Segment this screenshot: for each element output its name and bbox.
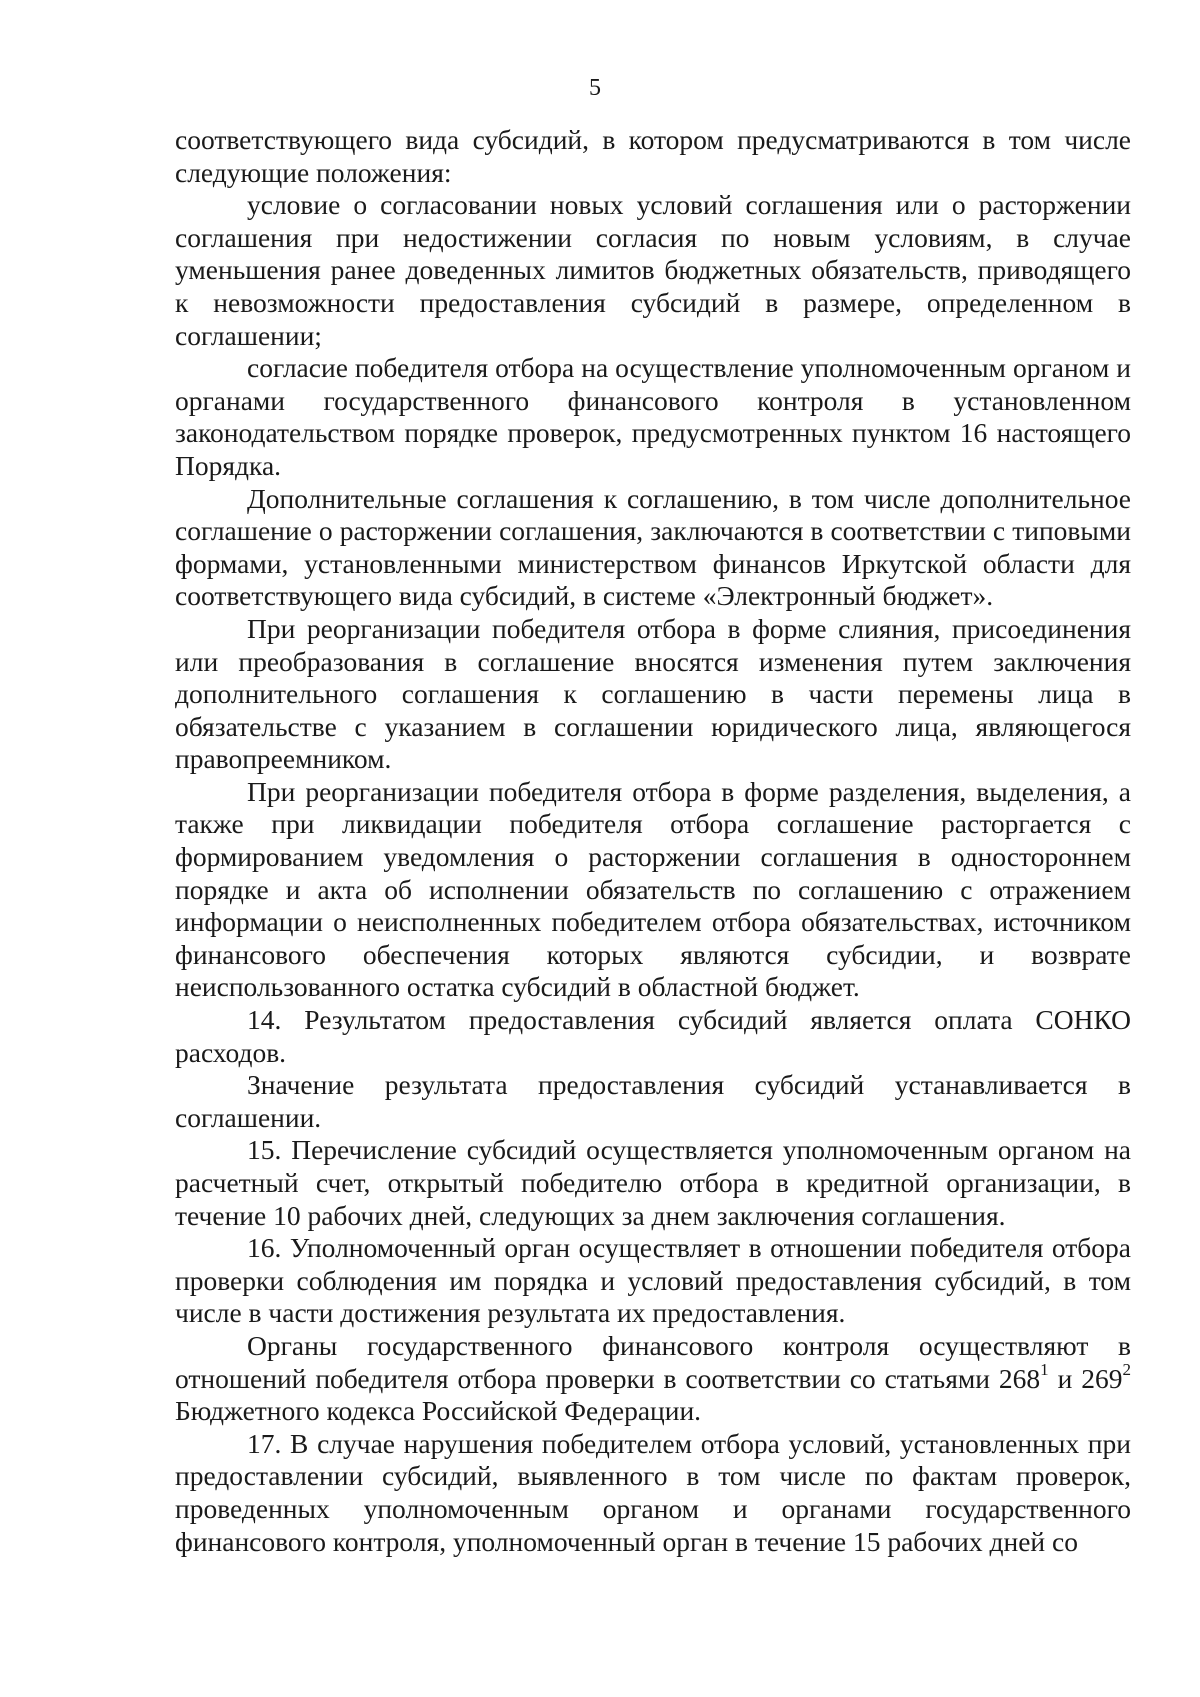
article-superscript: 1: [1040, 1359, 1049, 1379]
paragraph-text: Бюджетного кодекса Российской Федерации.: [175, 1395, 702, 1427]
article-superscript: 2: [1122, 1359, 1131, 1379]
paragraph: согласие победителя отбора на осуществление уполномоченным органом и органами государственного финансового контроля в установленном законодательством порядке проверок, предусмотренных пунктом 16 настоящего Порядка.: [175, 352, 1131, 481]
paragraph: 17. В случае нарушения победителем отбора условий, установленных при предоставлении субсидий, выявленного в том числе по фактам проверок, проведенных уполномоченным органом и органами государственного финансового контроля, уполномоченный орган в течение 15 рабочих дней со: [175, 1427, 1131, 1557]
paragraph: При реорганизации победителя отбора в форме слияния, присоединения или преобразования в соглашение вносятся изменения путем заключения дополнительного соглашения к соглашению в части перемены лица в обязательстве с указанием в соглашении юридического лица, являющегося правопреемником.: [175, 612, 1131, 775]
paragraph: 16. Уполномоченный орган осуществляет в отношении победителя отбора проверки соблюдения им порядка и условий предоставления субсидий, в том числе в части достижения результата их предоставления.: [175, 1232, 1131, 1329]
paragraph-text: и: [1048, 1362, 1082, 1394]
paragraph: условие о согласовании новых условий соглашения или о расторжении соглашения при недостижении согласия по новым условиям, в случае уменьшения ранее доведенных лимитов бюджетных обязательств, приводящего к невозможности предоставления субсидий в размере, определенном в соглашении;: [175, 189, 1131, 351]
paragraph: При реорганизации победителя отбора в форме разделения, выделения, а также при ликвидации победителя отбора соглашение расторгается с формированием уведомления о расторжении соглашения в одностороннем порядке и акта об исполнении обязательств по соглашению с отражением информации о неисполненных победителем отбора обязательствах, источником финансового обеспечения которых являются субсидии, и возврате неиспользованного остатка субсидий в областной бюджет.: [175, 775, 1131, 1003]
article-number: 268: [998, 1362, 1041, 1394]
paragraph: Значение результата предоставления субсидий устанавливается в соглашении.: [175, 1069, 1131, 1133]
paragraph-text: Органы государственного финансового контроля осуществляют в отношений победителя отбора проверки в соответствии со статьями: [175, 1329, 1131, 1394]
document-body: [175, 124, 1131, 1558]
paragraph: соответствующего вида субсидий, в котором предусматриваются в том числе следующие положения:: [175, 124, 1131, 188]
paragraph: 15. Перечисление субсидий осуществляется уполномоченным органом на расчетный счет, открытый победителю отбора в кредитной организации, в течение 10 рабочих дней, следующих за днем заключения соглашения.: [175, 1134, 1131, 1231]
page-number: 5: [589, 75, 601, 101]
article-number: 269: [1081, 1362, 1123, 1394]
paragraph-financial-control: [175, 1330, 1131, 1428]
paragraph: 14. Результатом предоставления субсидий является оплата СОНКО расходов.: [175, 1004, 1131, 1068]
paragraph: Дополнительные соглашения к соглашению, в том числе дополнительное соглашение о расторжении соглашения, заключаются в соответствии с типовыми формами, установленными министерством финансов Иркутской области для соответствующего вида субсидий, в системе «Электронный бюджет».: [175, 482, 1131, 612]
